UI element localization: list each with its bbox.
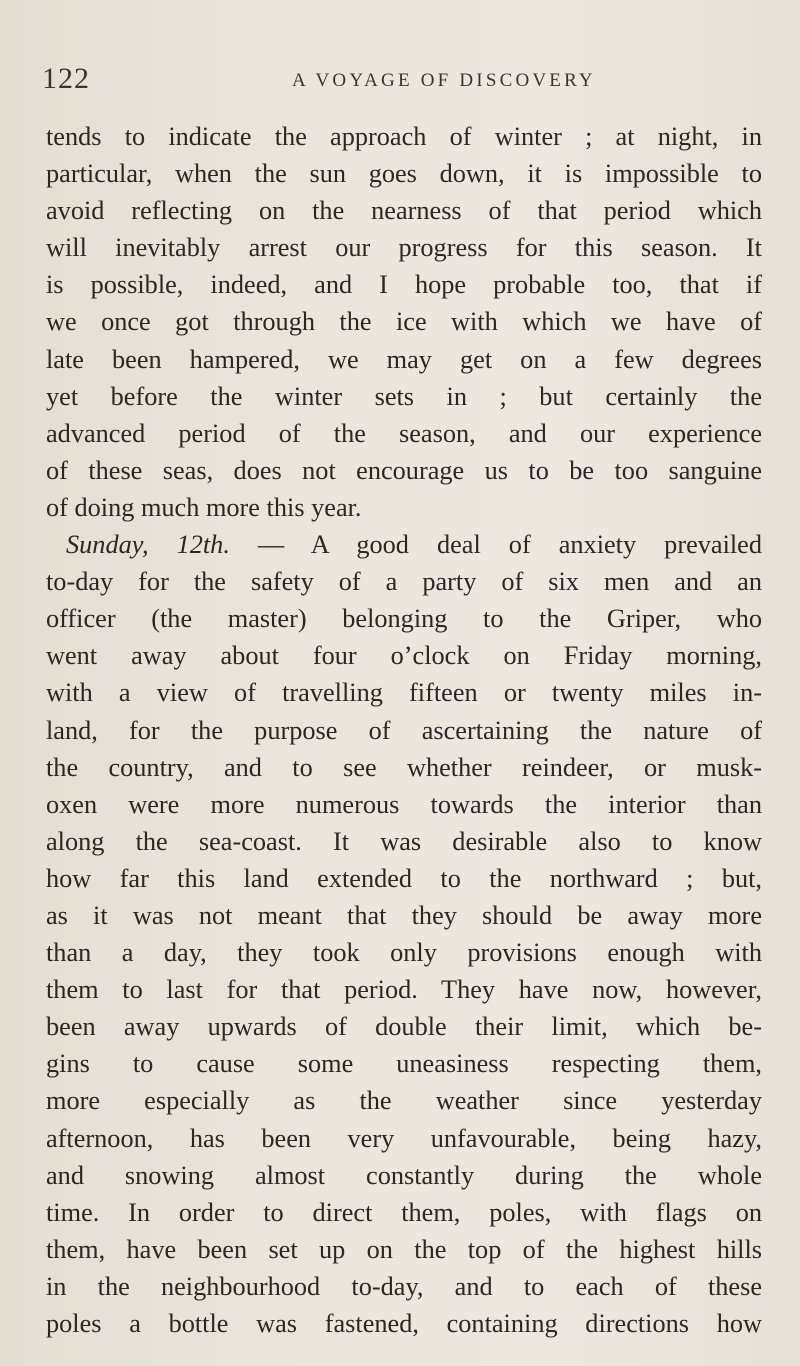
text-line: been away upwards of double their limit, which be- [46,1012,762,1042]
text-line: to-day for the safety of a party of six men and an [46,567,762,597]
text-line: particular, when the sun goes down, it is impossible to [46,159,762,189]
text-line: yet before the winter sets in ; but certainly the [46,381,762,411]
text-line: the country, and to see whether reindeer, or musk- [46,752,762,782]
paragraph-first-line [46,526,762,563]
running-title: A VOYAGE OF DISCOVERY [292,70,596,91]
text-line: in the neighbourhood to-day, and to each of these [46,1271,762,1301]
running-head [42,62,762,102]
text-line: with a view of travelling fifteen or twenty miles in- [46,678,762,708]
text-line: will inevitably arrest our progress for this season. It [46,233,762,263]
text-line: we once got through the ice with which we have of [46,307,762,337]
text-line: them, have been set up on the top of the highest hills [46,1234,762,1264]
text-line: them to last for that period. They have now, however, [46,975,762,1005]
text-line: as it was not meant that they should be away more [46,900,762,930]
paragraph-2 [46,526,762,1342]
text-line: land, for the purpose of ascertaining the nature of [46,715,762,745]
page-number: 122 [42,62,90,95]
paragraph-1 [46,118,762,526]
date-heading: Sunday, 12th. [66,530,230,560]
text-line: oxen were more numerous towards the interior than [46,789,762,819]
text-line: along the sea-coast. It was desirable also to know [46,826,762,856]
text-line: how far this land extended to the northward ; but, [46,863,762,893]
body-text [46,118,762,1342]
text-line: officer (the master) belonging to the Griper, who [46,604,762,634]
text-line: avoid reflecting on the nearness of that period which [46,196,762,226]
text-line: tends to indicate the approach of winter ; at night, in [46,122,762,151]
text-line: afternoon, has been very unfavourable, being hazy, [46,1123,762,1153]
text-line: is possible, indeed, and I hope probable too, that if [46,270,762,300]
text-line: than a day, they took only provisions enough with [46,938,762,968]
text-line: poles a bottle was fastened, containing directions how [46,1309,762,1338]
text-line: late been hampered, we may get on a few degrees [46,344,762,374]
text-line: time. In order to direct them, poles, with flags on [46,1197,762,1227]
text-line: advanced period of the season, and our experience [46,418,762,448]
text-line: gins to cause some uneasiness respecting them, [46,1049,762,1079]
text-line: of doing much more this year. [46,492,362,522]
text-line: more especially as the weather since yesterday [46,1086,762,1116]
text-run: — A good deal of anxiety prevailed [229,530,762,560]
text-line: and snowing almost constantly during the whole [46,1160,762,1190]
text-line: went away about four o’clock on Friday morning, [46,641,762,671]
text-line: of these seas, does not encourage us to be too sanguine [46,455,762,485]
